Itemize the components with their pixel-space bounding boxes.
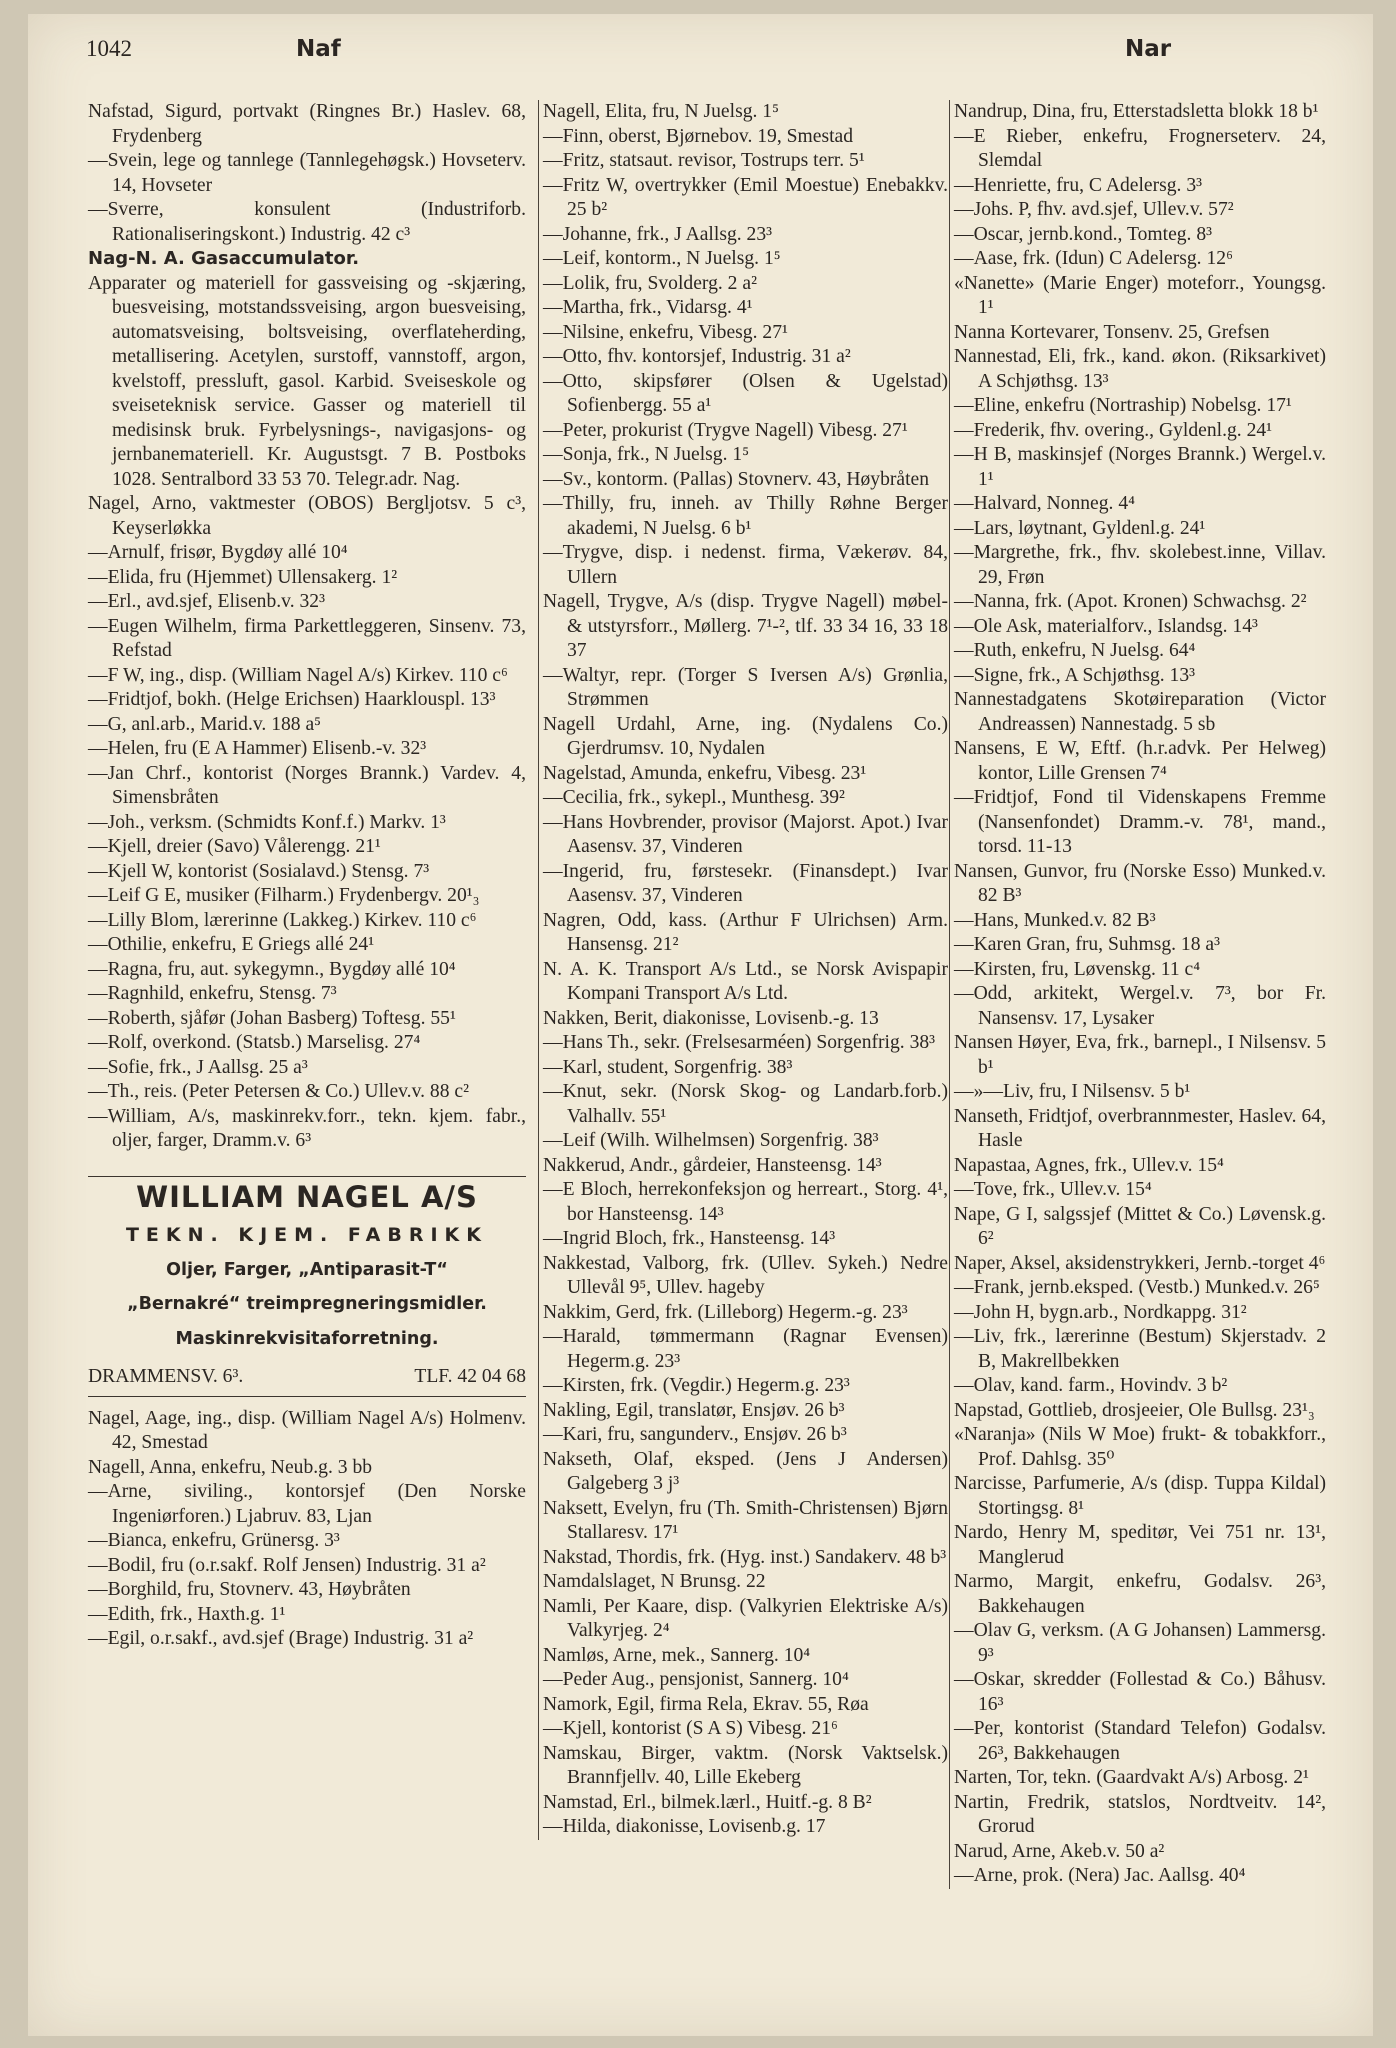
- directory-entry: —Ingerid, fru, førstesekr. (Finansdept.) Ivar Aasensv. 37, Vinderen: [543, 860, 948, 906]
- directory-entry: —Roberth, sjåfør (Johan Basberg) Toftesg. 55¹: [88, 1007, 456, 1029]
- directory-entry: —Kjell W, kontorist (Sosialavd.) Stensg. 7³: [88, 860, 430, 882]
- directory-entry: Nagell, Elita, fru, N Juelsg. 1⁵: [543, 101, 779, 122]
- directory-page: [28, 14, 1373, 2036]
- ad-title: WILLIAM NAGEL A/S: [136, 1179, 478, 1214]
- directory-entry: Namløs, Arne, mek., Sannerg. 10⁴: [543, 1644, 811, 1666]
- directory-entry: —Arne, prok. (Nera) Jac. Aallsg. 40⁴: [954, 1865, 1246, 1886]
- ad-phone: TLF. 42 04 68: [414, 1366, 526, 1387]
- directory-entry: —Martha, frk., Vidarsg. 4¹: [543, 297, 753, 318]
- column-1-entries-continued: [88, 1407, 526, 1652]
- directory-entry: —Lilly Blom, lærerinne (Lakkeg.) Kirkev. 110 c⁶: [88, 909, 477, 931]
- directory-entry: —Ole Ask, materialforv., Islandsg. 14³: [954, 615, 1258, 637]
- directory-entry: —Otto, skipsfører (Olsen & Ugelstad) Sofienbergg. 55 a¹: [543, 370, 948, 416]
- directory-entry: —Sverre, konsulent (Industriforb. Rationaliseringskont.) Industrig. 42 c³: [88, 199, 526, 245]
- directory-entry: —Kari, fru, sangunderv., Ensjøv. 26 b³: [543, 1424, 847, 1445]
- directory-entry: —Fridtjof, Fond til Videnskapens Fremme (Nansenfondet) Dramm.-v. 78¹, mand., torsd. 11-13: [954, 787, 1326, 857]
- ad-contact: [88, 1365, 526, 1390]
- directory-entry: Nakstad, Thordis, frk. (Hyg. inst.) Sandakerv. 48 b³: [543, 1546, 947, 1568]
- directory-entry: —Olav G, verksm. (A G Johansen) Lammersg. 9³: [954, 1620, 1326, 1666]
- directory-entry: Nakling, Egil, translatør, Ensjøv. 26 b³: [543, 1399, 845, 1421]
- ad-address: DRAMMENSV. 6³.: [88, 1366, 244, 1387]
- directory-entry: —Borghild, fru, Stovnerv. 43, Høybråten: [88, 1579, 411, 1600]
- directory-entry: Naksett, Evelyn, fru (Th. Smith-Christensen) Bjørn Stallaresv. 17¹: [543, 1497, 948, 1543]
- directory-entry: —Svein, lege og tannlege (Tannlegehøgsk.) Hovseterv. 14, Hovseter: [88, 150, 526, 196]
- william-nagel-advertisement: [88, 1176, 526, 1397]
- directory-entry: —Leif, kontorm., N Juelsg. 1⁵: [543, 248, 781, 269]
- directory-entry: —John H, bygn.arb., Nordkappg. 31²: [954, 1301, 1247, 1323]
- directory-entry: —Elida, fru (Hjemmet) Ullensakerg. 1²: [88, 566, 398, 588]
- header-left-word: Naf: [296, 36, 341, 62]
- directory-entry: —Aase, frk. (Idun) C Adelersg. 12⁶: [954, 248, 1233, 269]
- directory-entry: Naper, Aksel, aksidenstrykkeri, Jernb.-torget 4⁶: [954, 1252, 1326, 1274]
- directory-entry: Nanseth, Fridtjof, overbrannmester, Haslev. 64, Hasle: [954, 1105, 1326, 1151]
- directory-entry: —Egil, o.r.sakf., avd.sjef (Brage) Industrig. 31 a²: [88, 1628, 474, 1649]
- directory-entry: —Erl., avd.sjef, Elisenb.v. 32³: [88, 591, 325, 612]
- page-header: [28, 26, 1373, 66]
- directory-entry: Nansens, E W, Eftf. (h.r.advk. Per Helweg) kontor, Lille Grensen 7⁴: [954, 738, 1326, 784]
- directory-entry: —H B, maskinsjef (Norges Brannk.) Wergel.v. 1¹: [954, 444, 1326, 490]
- directory-entry: —Helen, fru (E A Hammer) Elisenb.-v. 32³: [88, 738, 427, 759]
- directory-entry: Nafstad, Sigurd, portvakt (Ringnes Br.) Haslev. 68, Frydenberg: [88, 101, 526, 147]
- directory-entry: —Joh., verksm. (Schmidts Konf.f.) Markv. 1³: [88, 811, 446, 833]
- directory-entry: Nakseth, Olaf, eksped. (Jens J Andersen) Galgeberg 3 j³: [543, 1448, 948, 1494]
- directory-entry: —G, anl.arb., Marid.v. 188 a⁵: [88, 713, 322, 735]
- directory-entry: Namli, Per Kaare, disp. (Valkyrien Elektriske A/s) Valkyrjeg. 2⁴: [543, 1595, 948, 1641]
- directory-entry: —Cecilia, frk., sykepl., Munthesg. 39²: [543, 787, 845, 808]
- directory-entry: —Olav, kand. farm., Hovindv. 3 b²: [954, 1375, 1228, 1396]
- directory-entry: —Thilly, fru, inneh. av Thilly Røhne Berger akademi, N Juelsg. 6 b¹: [543, 493, 948, 539]
- directory-entry: Nagell, Anna, enkefru, Neub.g. 3 bb: [88, 1456, 373, 1478]
- directory-entry: Nardo, Henry M, speditør, Vei 751 nr. 13¹, Manglerud: [954, 1522, 1326, 1568]
- directory-entry: —Nanna, frk. (Apot. Kronen) Schwachsg. 2²: [954, 591, 1307, 612]
- directory-entry: Narmo, Margit, enkefru, Godalsv. 26³, Bakkehaugen: [954, 1571, 1326, 1617]
- directory-entry: —Kirsten, frk. (Vegdir.) Hegerm.g. 23³: [543, 1375, 850, 1396]
- directory-entry: Namdalslaget, N Brunsg. 22: [543, 1571, 766, 1592]
- directory-entry: —»—Liv, fru, I Nilsensv. 5 b¹: [954, 1081, 1191, 1102]
- directory-entry: Namork, Egil, firma Rela, Ekrav. 55, Røa: [543, 1693, 869, 1715]
- column-1: [88, 100, 526, 1652]
- directory-entry: —Othilie, enkefru, E Griegs allé 24¹: [88, 934, 375, 955]
- directory-entry: —E Rieber, enkefru, Frognerseterv. 24, Slemdal: [954, 125, 1326, 171]
- directory-entry: —Knut, sekr. (Norsk Skog- og Landarb.forb.) Valhallv. 55¹: [543, 1081, 948, 1127]
- directory-entry: —Lolik, fru, Svolderg. 2 a²: [543, 272, 757, 294]
- directory-entry: —Waltyr, repr. (Torger S Iversen A/s) Grønlia, Strømmen: [543, 664, 948, 710]
- directory-entry: —Henriette, fru, C Adelersg. 3³: [954, 174, 1203, 196]
- directory-entry: —Sofie, frk., J Aallsg. 25 a³: [88, 1056, 308, 1078]
- directory-entry: —F W, ing., disp. (William Nagel A/s) Kirkev. 110 c⁶: [88, 664, 508, 686]
- directory-entry: —Bianca, enkefru, Grünersg. 3³: [88, 1530, 340, 1551]
- directory-entry: Nagel, Arno, vaktmester (OBOS) Bergljotsv. 5 c³, Keyserløkka: [88, 493, 526, 539]
- directory-entry: —Odd, arkitekt, Wergel.v. 7³, bor Fr. Nansensv. 17, Lysaker: [954, 983, 1326, 1029]
- directory-entry: Narcisse, Parfumerie, A/s (disp. Tuppa Kildal) Stortingsg. 8¹: [954, 1473, 1326, 1519]
- directory-entry: —Arne, siviling., kontorsjef (Den Norske Ingeniørforen.) Ljabruv. 83, Ljan: [88, 1481, 526, 1527]
- directory-entry: Nagren, Odd, kass. (Arthur F Ulrichsen) Arm. Hansensg. 21²: [543, 909, 948, 955]
- header-right-word: Nar: [1125, 36, 1172, 62]
- directory-entry: N. A. K. Transport A/s Ltd., se Norsk Avispapir Kompani Transport A/s Ltd.: [543, 958, 948, 1004]
- directory-entry: —Harald, tømmermann (Ragnar Evensen) Hegerm.g. 23³: [543, 1326, 948, 1372]
- directory-entry: —Sonja, frk., N Juelsg. 1⁵: [543, 444, 750, 465]
- directory-entry: Nandrup, Dina, fru, Etterstadsletta blokk 18 b¹: [954, 101, 1319, 122]
- directory-entry: Nansen Høyer, Eva, frk., barnepl., I Nilsensv. 5 b¹: [954, 1032, 1326, 1078]
- directory-entry: Nanna Kortevarer, Tonsenv. 25, Grefsen: [954, 321, 1270, 343]
- directory-entry: Nansen, Gunvor, fru (Norske Esso) Munked.v. 82 B³: [954, 860, 1326, 906]
- directory-entry: —Ragnhild, enkefru, Stensg. 7³: [88, 983, 337, 1004]
- ad-top-rule: [88, 1176, 526, 1177]
- directory-entry: —Hans Th., sekr. (Frelsesarméen) Sorgenfrig. 38³: [543, 1032, 936, 1053]
- ad-subtitle: TEKN. KJEM. FABRIKK: [125, 1224, 489, 1246]
- directory-entry: «Naranja» (Nils W Moe) frukt- & tobakkforr., Prof. Dahlsg. 35⁰: [954, 1424, 1326, 1470]
- directory-entry: —E Bloch, herrekonfeksjon og herreart., Storg. 4¹, bor Hansteensg. 14³: [543, 1179, 948, 1225]
- directory-entry: —Frederik, fhv. overing., Gyldenl.g. 24¹: [954, 419, 1273, 441]
- directory-entry: —Frank, jernb.eksped. (Vestb.) Munked.v. 26⁵: [954, 1277, 1320, 1298]
- column-3-entries: [954, 100, 1326, 1889]
- ad-products-line: Oljer, Farger, „Antiparasit-T“: [166, 1259, 448, 1280]
- directory-entry: —Hans Hovbrender, provisor (Majorst. Apot.) Ivar Aasensv. 37, Vinderen: [543, 811, 948, 857]
- directory-entry: —Halvard, Nonneg. 4⁴: [954, 493, 1135, 514]
- directory-entry: Nape, G I, salgssjef (Mittet & Co.) Løvensk.g. 6²: [954, 1203, 1326, 1249]
- directory-entry: —William, A/s, maskinrekv.forr., tekn. kjem. fabr., oljer, farger, Dramm.v. 6³: [88, 1105, 526, 1151]
- directory-entry: —Ingrid Bloch, frk., Hansteensg. 14³: [543, 1228, 836, 1249]
- directory-entry: Nakkestad, Valborg, frk. (Ullev. Sykeh.) Nedre Ullevål 9⁵, Ullev. hageby: [543, 1252, 948, 1298]
- directory-entry: —Leif G E, musiker (Filharm.) Frydenbergv. 20¹₃: [88, 885, 480, 906]
- column-2: [538, 100, 948, 1840]
- directory-entry: —Hans, Munked.v. 82 B³: [954, 909, 1156, 931]
- directory-entry: —Per, kontorist (Standard Telefon) Godalsv. 26³, Bakkehaugen: [954, 1718, 1326, 1764]
- directory-entry: —Johanne, frk., J Aallsg. 23³: [543, 223, 773, 245]
- directory-entry: —Fritz, statsaut. revisor, Tostrups terr. 5¹: [543, 150, 865, 171]
- directory-entry: Nagell Urdahl, Arne, ing. (Nydalens Co.) Gjerdrumsv. 10, Nydalen: [543, 713, 948, 759]
- directory-entry: —Kjell, kontorist (S A S) Vibesg. 21⁶: [543, 1718, 838, 1739]
- directory-entry: —Th., reis. (Peter Petersen & Co.) Ullev.v. 88 c²: [88, 1081, 469, 1102]
- directory-entry: —Leif (Wilh. Wilhelmsen) Sorgenfrig. 38³: [543, 1130, 879, 1151]
- directory-entry: —Arnulf, frisør, Bygdøy allé 10⁴: [88, 542, 348, 563]
- directory-entry: —Sv., kontorm. (Pallas) Stovnerv. 43, Høybråten: [543, 468, 930, 490]
- directory-entry: —Margrethe, frk., fhv. skolebest.inne, Villav. 29, Frøn: [954, 542, 1326, 588]
- directory-entry: —Signe, frk., A Schjøthsg. 13³: [954, 664, 1196, 686]
- directory-entry: Nannestad, Eli, frk., kand. økon. (Riksarkivet) A Schjøthsg. 13³: [954, 346, 1326, 392]
- directory-entry: —Karl, student, Sorgenfrig. 38³: [543, 1056, 793, 1078]
- directory-entry: Nartin, Fredrik, statslos, Nordtveitv. 14², Grorud: [954, 1791, 1326, 1837]
- directory-entry: —Karen Gran, fru, Suhmsg. 18 a³: [954, 934, 1220, 955]
- directory-entry: «Nanette» (Marie Enger) moteforr., Youngsg. 1¹: [954, 272, 1326, 318]
- directory-entry: —Eugen Wilhelm, firma Parkettleggeren, Sinsenv. 73, Refstad: [88, 615, 526, 661]
- directory-entry: —Kirsten, fru, Løvenskg. 11 c⁴: [954, 958, 1201, 980]
- directory-entry: Napstad, Gottlieb, drosjeeier, Ole Bullsg. 23¹₃: [954, 1399, 1315, 1421]
- directory-entry: —Ragna, fru, aut. sykegymn., Bygdøy allé 10⁴: [88, 958, 456, 980]
- column-2-entries: [543, 100, 948, 1840]
- page-number: 1042: [86, 36, 132, 61]
- directory-entry: —Edith, frk., Haxth.g. 1¹: [88, 1603, 286, 1625]
- directory-entry: Napastaa, Agnes, frk., Ullev.v. 15⁴: [954, 1154, 1224, 1176]
- directory-entry: —Rolf, overkond. (Statsb.) Marselisg. 27⁴: [88, 1032, 421, 1053]
- directory-entry: —Bodil, fru (o.r.sakf. Rolf Jensen) Industrig. 31 a²: [88, 1554, 486, 1576]
- directory-entry: —Fritz W, overtrykker (Emil Moestue) Enebakkv. 25 b²: [543, 174, 948, 220]
- directory-entry: Nagell, Trygve, A/s (disp. Trygve Nagell) møbel- & utstyrsforr., Møllerg. 7¹-², tlf. 33 34 16, 33 18 37: [543, 591, 948, 661]
- directory-entry: —Eline, enkefru (Nortraship) Nobelsg. 17¹: [954, 395, 1292, 416]
- directory-entry: —Trygve, disp. i nedenst. firma, Vækerøv. 84, Ullern: [543, 542, 948, 588]
- directory-entry: Narten, Tor, tekn. (Gaardvakt A/s) Arbosg. 2¹: [954, 1767, 1309, 1788]
- directory-entry: —Peter, prokurist (Trygve Nagell) Vibesg. 27¹: [543, 419, 908, 441]
- directory-entry: —Lars, løytnant, Gyldenl.g. 24¹: [954, 517, 1206, 539]
- column-1-entries: [88, 100, 526, 1154]
- directory-entry: —Fridtjof, bokh. (Helge Erichsen) Haarklouspl. 13³: [88, 689, 496, 710]
- directory-entry: Nagelstad, Amunda, enkefru, Vibesg. 23¹: [543, 762, 867, 784]
- directory-entry: —Peder Aug., pensjonist, Sannerg. 10⁴: [543, 1669, 849, 1690]
- directory-entry: —Ruth, enkefru, N Juelsg. 64⁴: [954, 640, 1196, 661]
- directory-entry: Apparater og materiell for gassveising og -skjæring, buesveising, motstandssveising, argon buesveising, automatsveising, boltsveising, overflateherding, metallisering. Acetylen, surstoff, vannstoff, argon, kvelstoff, pressluft, gasol. Karbid. Sveiseskole og sveiseteknisk service. Gasser og materiell til medisinsk bruk. Fyrbelysnings-, navigasjons- og jernbanemateriell. Kr. Augustsgt. 7 B. Postboks 1028. Sentralbord 33 53 70. Telegr.adr. Nag.: [88, 272, 526, 490]
- directory-entry: —Johs. P, fhv. avd.sjef, Ullev.v. 57²: [954, 199, 1234, 220]
- directory-entry: —Hilda, diakonisse, Lovisenb.g. 17: [543, 1816, 826, 1837]
- directory-entry: Nagel, Aage, ing., disp. (William Nagel A/s) Holmenv. 42, Smestad: [88, 1407, 526, 1453]
- directory-entry: —Tove, frk., Ullev.v. 15⁴: [954, 1179, 1152, 1200]
- directory-entry: —Otto, fhv. kontorsjef, Industrig. 31 a²: [543, 346, 851, 367]
- directory-entry: —Finn, oberst, Bjørnebov. 19, Smestad: [543, 125, 854, 147]
- ad-business-line: Maskinrekvisitaforretning.: [175, 1328, 439, 1349]
- directory-entry: Nakkim, Gerd, frk. (Lilleborg) Hegerm.-g. 23³: [543, 1301, 908, 1323]
- directory-entry: Namstad, Erl., bilmek.lærl., Huitf.-g. 8 B²: [543, 1791, 872, 1813]
- directory-entry: Nag-N. A. Gasaccumulator.: [88, 248, 360, 269]
- directory-entry: Narud, Arne, Akeb.v. 50 a²: [954, 1840, 1165, 1862]
- column-3: [949, 100, 1326, 1889]
- directory-entry: —Nilsine, enkefru, Vibesg. 27¹: [543, 321, 788, 343]
- directory-entry: —Oscar, jernb.kond., Tomteg. 8³: [954, 223, 1213, 245]
- directory-entry: —Liv, frk., lærerinne (Bestum) Skjerstadv. 2 B, Makrellbekken: [954, 1326, 1326, 1372]
- directory-entry: Nakkerud, Andr., gårdeier, Hansteensg. 14³: [543, 1154, 882, 1176]
- directory-entry: Nakken, Berit, diakonisse, Lovisenb.-g. 13: [543, 1007, 879, 1029]
- directory-entry: —Jan Chrf., kontorist (Norges Brannk.) Vardev. 4, Simensbråten: [88, 762, 526, 808]
- directory-entry: —Oskar, skredder (Follestad & Co.) Båhusv. 16³: [954, 1669, 1326, 1715]
- directory-entry: Namskau, Birger, vaktm. (Norsk Vaktselsk.) Brannfjellv. 40, Lille Ekeberg: [543, 1742, 948, 1788]
- directory-entry: —Kjell, dreier (Savo) Vålerengg. 21¹: [88, 836, 381, 857]
- ad-impregnation-line: „Bernakré“ treimpregneringsmidler.: [127, 1294, 487, 1314]
- directory-entry: Nannestadgatens Skotøireparation (Victor Andreassen) Nannestadg. 5 sb: [954, 689, 1326, 735]
